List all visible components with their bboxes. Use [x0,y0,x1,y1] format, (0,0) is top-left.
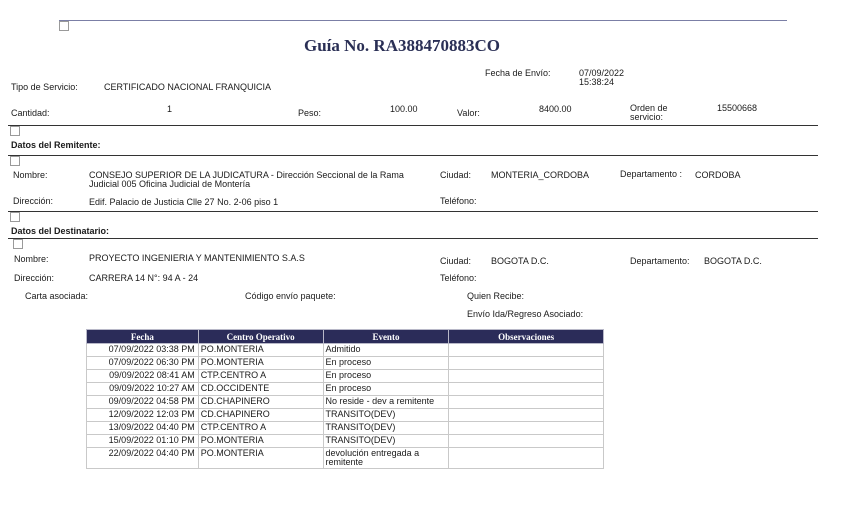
header-observaciones: Observaciones [449,330,604,344]
cell-observaciones [449,370,604,383]
tracking-table [86,329,604,469]
cell-fecha: 09/09/2022 04:58 PM [87,396,199,409]
remitente-checkbox-2 [10,156,20,166]
cell-fecha: 07/09/2022 03:38 PM [87,344,199,357]
envio-ida-regreso-label: Envío Ida/Regreso Asociado: [467,309,584,319]
fecha-envio-time: 15:38:24 [579,77,615,87]
cell-observaciones [449,448,604,469]
peso-value: 100.00 [390,104,418,114]
destinatario-departamento-label: Departamento: [630,256,690,266]
cell-observaciones [449,396,604,409]
cell-centro: PO.MONTERIA [198,344,323,357]
orden-servicio-label: Orden de servicio: [630,103,668,122]
remitente-departamento-value: CORDOBA [695,170,741,180]
cell-observaciones [449,409,604,422]
cell-centro: CD.OCCIDENTE [198,383,323,396]
cell-fecha: 13/09/2022 04:40 PM [87,422,199,435]
quien-recibe-label: Quien Recibe: [467,291,525,301]
cell-observaciones [449,357,604,370]
peso-label: Peso: [298,108,322,118]
destinatario-section-title: Datos del Destinatario: [11,226,110,236]
table-row [87,344,604,357]
cell-evento: TRANSITO(DEV) [323,409,449,422]
destinatario-top-rule [8,211,818,212]
cell-fecha: 09/09/2022 10:27 AM [87,383,199,396]
valor-value: 8400.00 [539,104,572,114]
remitente-direccion-value: Edif. Palacio de Justicia Clle 27 No. 2-06 piso 1 [89,197,279,207]
destinatario-telefono-label: Teléfono: [440,273,477,283]
destinatario-nombre-label: Nombre: [14,254,49,264]
table-row [87,409,604,422]
destinatario-direccion-value: CARRERA 14 N°: 94 A - 24 [89,273,199,283]
cell-fecha: 15/09/2022 01:10 PM [87,435,199,448]
table-row [87,448,604,469]
remitente-rule [8,155,818,156]
header-fecha: Fecha [87,330,199,344]
cell-evento: TRANSITO(DEV) [323,422,449,435]
cell-evento: Admitido [323,344,449,357]
destinatario-rule [8,238,818,239]
codigo-envio-label: Código envío paquete: [245,291,336,301]
remitente-ciudad-label: Ciudad: [440,170,472,180]
valor-label: Valor: [457,108,480,118]
tipo-servicio-value: CERTIFICADO NACIONAL FRANQUICIA [104,82,272,92]
table-row [87,435,604,448]
cell-fecha: 09/09/2022 08:41 AM [87,370,199,383]
tipo-servicio-label: Tipo de Servicio: [11,82,78,92]
table-row [87,357,604,370]
cell-centro: PO.MONTERIA [198,448,323,469]
cell-centro: CD.CHAPINERO [198,409,323,422]
destinatario-checkbox-2 [13,239,23,249]
table-row [87,396,604,409]
cantidad-value: 1 [167,104,173,114]
image-placeholder-top [59,21,69,31]
tracking-header-row [87,330,604,344]
remitente-section-title: Datos del Remitente: [11,140,101,150]
carta-asociada-label: Carta asociada: [25,291,89,301]
remitente-departamento-label: Departamento : [620,169,683,179]
cell-centro: CD.CHAPINERO [198,396,323,409]
fecha-envio-label: Fecha de Envío: [485,68,551,78]
cell-observaciones [449,383,604,396]
cell-centro: PO.MONTERIA [198,435,323,448]
cantidad-label: Cantidad: [11,108,50,118]
remitente-nombre-value: CONSEJO SUPERIOR DE LA JUDICATURA - Dirección Seccional de la Rama Judicial 005 Oficina Judicial de Montería [89,170,404,189]
table-row [87,370,604,383]
cell-observaciones [449,435,604,448]
destinatario-nombre-value: PROYECTO INGENIERIA Y MANTENIMIENTO S.A.S [89,253,305,263]
destinatario-departamento-value: BOGOTA D.C. [704,256,762,266]
table-row [87,422,604,435]
header-evento: Evento [323,330,449,344]
remitente-top-rule [8,125,818,126]
page-title: Guía No. RA388470883CO [304,36,500,55]
remitente-checkbox [10,126,20,136]
destinatario-direccion-label: Dirección: [14,273,55,283]
cell-fecha: 12/09/2022 12:03 PM [87,409,199,422]
cell-fecha: 22/09/2022 04:40 PM [87,448,199,469]
cell-observaciones [449,344,604,357]
table-row [87,383,604,396]
cell-centro: CTP.CENTRO A [198,422,323,435]
remitente-nombre-label: Nombre: [13,170,48,180]
header-centro-operativo: Centro Operativo [198,330,323,344]
cell-evento: En proceso [323,383,449,396]
cell-evento: devolución entregada a remitente [323,448,449,469]
orden-servicio-value: 15500668 [717,103,758,113]
destinatario-checkbox [10,212,20,222]
cell-centro: CTP.CENTRO A [198,370,323,383]
cell-fecha: 07/09/2022 06:30 PM [87,357,199,370]
remitente-ciudad-value: MONTERIA_CORDOBA [491,170,590,180]
destinatario-ciudad-value: BOGOTA D.C. [491,256,549,266]
cell-evento: En proceso [323,357,449,370]
remitente-direccion-label: Dirección: [13,196,54,206]
cell-centro: PO.MONTERIA [198,357,323,370]
cell-observaciones [449,422,604,435]
cell-evento: No reside - dev a remitente [323,396,449,409]
top-rule [59,20,787,21]
fecha-envio-date: 07/09/2022 [579,68,625,78]
cell-evento: En proceso [323,370,449,383]
destinatario-ciudad-label: Ciudad: [440,256,472,266]
remitente-telefono-label: Teléfono: [440,196,477,206]
cell-evento: TRANSITO(DEV) [323,435,449,448]
